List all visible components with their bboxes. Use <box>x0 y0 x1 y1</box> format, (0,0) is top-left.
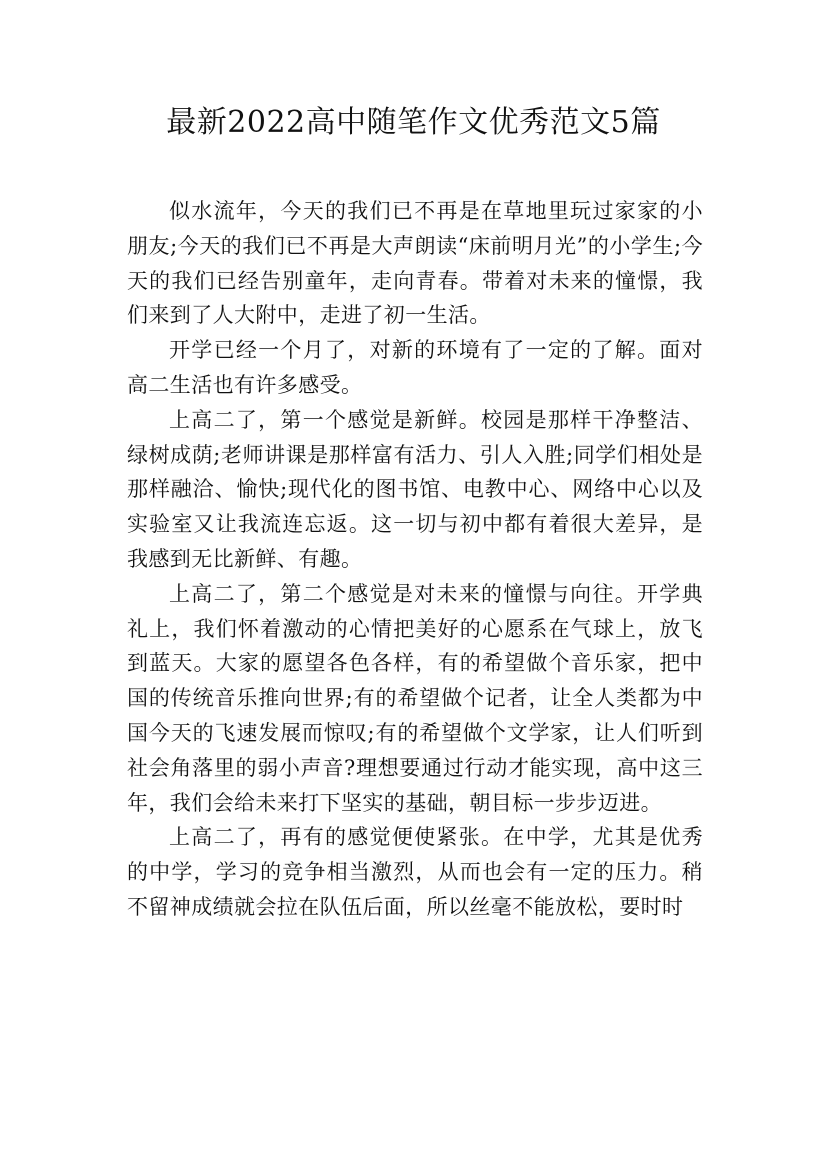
paragraph-1: 似水流年，今天的我们已不再是在草地里玩过家家的小朋友;今天的我们已不再是大声朗读“床前明月光”的小学生;今天的我们已经告别童年，走向青春。带着对未来的憧憬，我们来到了人大附中，走进了初一生活。 <box>127 199 703 328</box>
document-title: 最新2022高中随笔作文优秀范文5篇 <box>166 105 661 140</box>
paragraph-5: 上高二了，再有的感觉便使紧张。在中学，尤其是优秀的中学，学习的竞争相当激烈，从而也会有一定的压力。稍不留神成绩就会拉在队伍后面，所以丝毫不能放松，要时时 <box>127 825 703 919</box>
paragraph-2: 开学已经一个月了，对新的环境有了一定的了解。面对高二生活也有许多感受。 <box>127 338 703 397</box>
paragraph-3: 上高二了，第一个感觉是新鲜。校园是那样干净整洁、绿树成荫;老师讲课是那样富有活力、引人入胜;同学们相处是那样融洽、愉快;现代化的图书馆、电教中心、网络中心以及实验室又让我流连忘返。这一切与初中都有着很大差异，是我感到无比新鲜、有趣。 <box>127 407 703 571</box>
paragraph-4: 上高二了，第二个感觉是对未来的憧憬与向往。开学典礼上，我们怀着激动的心情把美好的心愿系在气球上，放飞到蓝天。大家的愿望各色各样，有的希望做个音乐家，把中国的传统音乐推向世界;有的希望做个记者，让全人类都为中国今天的飞速发展而惊叹;有的希望做个文学家，让人们听到社会角落里的弱小声音?理想要通过行动才能实现，高中这三年，我们会给未来打下坚实的基础，朝目标一步步迈进。 <box>127 581 703 815</box>
document-body <box>127 194 703 925</box>
